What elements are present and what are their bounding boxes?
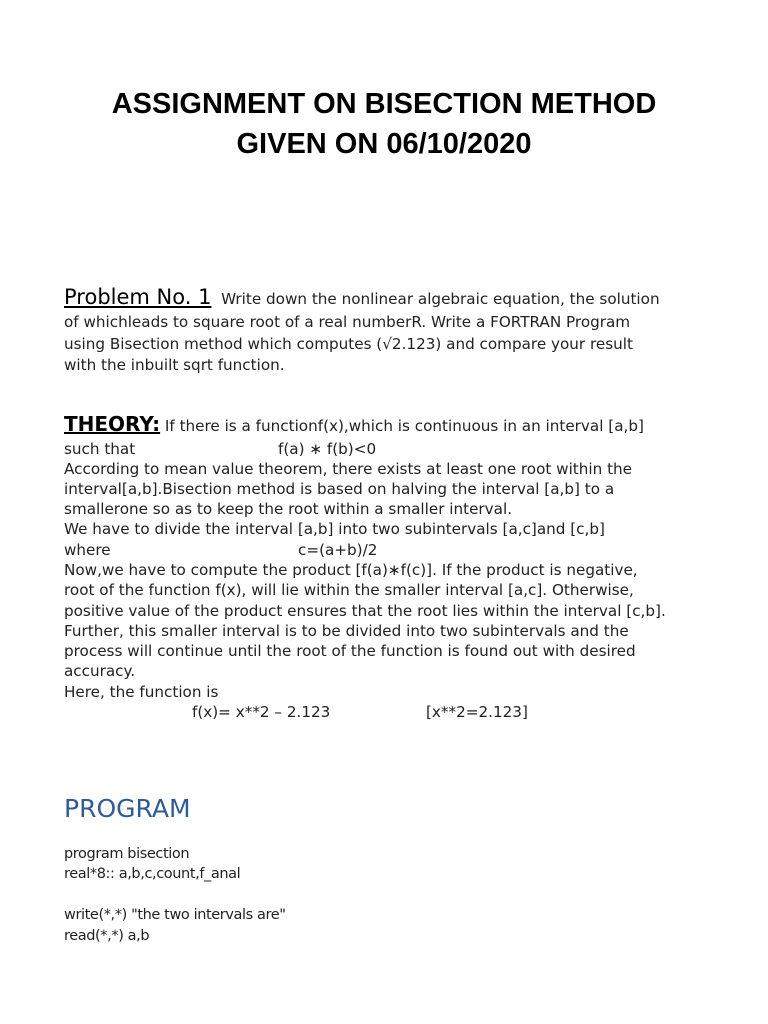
theory-condition: f(a) ∗ f(b)<0	[278, 440, 377, 458]
theory-function-note: [x**2=2.123]	[426, 703, 528, 721]
theory-line-4: We have to divide the interval [a,b] into two subintervals [a,c]and [c,b]	[64, 520, 605, 538]
problem-text-line-4: with the inbuilt sqrt function.	[64, 356, 285, 374]
theory-midpoint: c=(a+b)/2	[298, 541, 378, 559]
program-heading: PROGRAM	[64, 794, 191, 823]
theory-line-7: positive value of the product ensures that the root lies within the interval [c,b].	[64, 602, 666, 620]
theory-line-8: Further, this smaller interval is to be divided into two subintervals and the	[64, 622, 629, 640]
problem-text-line-1: Write down the nonlinear algebraic equation, the solution	[221, 290, 660, 308]
problem-text-line-2: of whichleads to square root of a real numberR. Write a FORTRAN Program	[64, 313, 631, 331]
document-title-line-1: ASSIGNMENT ON BISECTION METHOD	[111, 88, 657, 120]
code-line-1: program bisection	[64, 846, 190, 862]
theory-line-11: Here, the function is	[64, 683, 219, 701]
theory-line-2: interval[a,b].Bisection method is based on halving the interval [a,b] to a	[64, 480, 615, 498]
code-line-5: read(*,*) a,b	[64, 928, 150, 944]
theory-function: f(x)= x**2 – 2.123	[192, 703, 331, 721]
problem-first-line	[64, 284, 660, 312]
theory-line-3: smallerone so as to keep the root within a smaller interval.	[64, 500, 513, 518]
problem-heading: Problem No. 1	[64, 285, 212, 309]
theory-condition-line	[64, 439, 377, 459]
theory-midpoint-line	[64, 540, 378, 560]
theory-line-5: Now,we have to compute the product [f(a)∗f(c)]. If the product is negative,	[64, 561, 638, 579]
theory-line-10: accuracy.	[64, 662, 136, 680]
theory-line-1: According to mean value theorem, there exists at least one root within the	[64, 460, 632, 478]
theory-line-9: process will continue until the root of the function is found out with desired	[64, 642, 636, 660]
theory-where: where	[64, 541, 111, 559]
code-line-2: real*8:: a,b,c,count,f_anal	[64, 866, 241, 882]
theory-first-line	[64, 411, 644, 439]
problem-text-line-3: using Bisection method which computes (√2.123) and compare your result	[64, 335, 633, 353]
theory-intro: If there is a functionf(x),which is continuous in an interval [a,b]	[164, 417, 644, 435]
theory-heading: THEORY:	[64, 412, 161, 436]
theory-such-that: such that	[64, 440, 136, 458]
document-title-line-2: GIVEN ON 06/10/2020	[236, 128, 532, 160]
theory-line-6: root of the function f(x), will lie within the smaller interval [a,c]. Otherwise,	[64, 581, 634, 599]
code-line-4: write(*,*) "the two intervals are"	[64, 907, 286, 923]
